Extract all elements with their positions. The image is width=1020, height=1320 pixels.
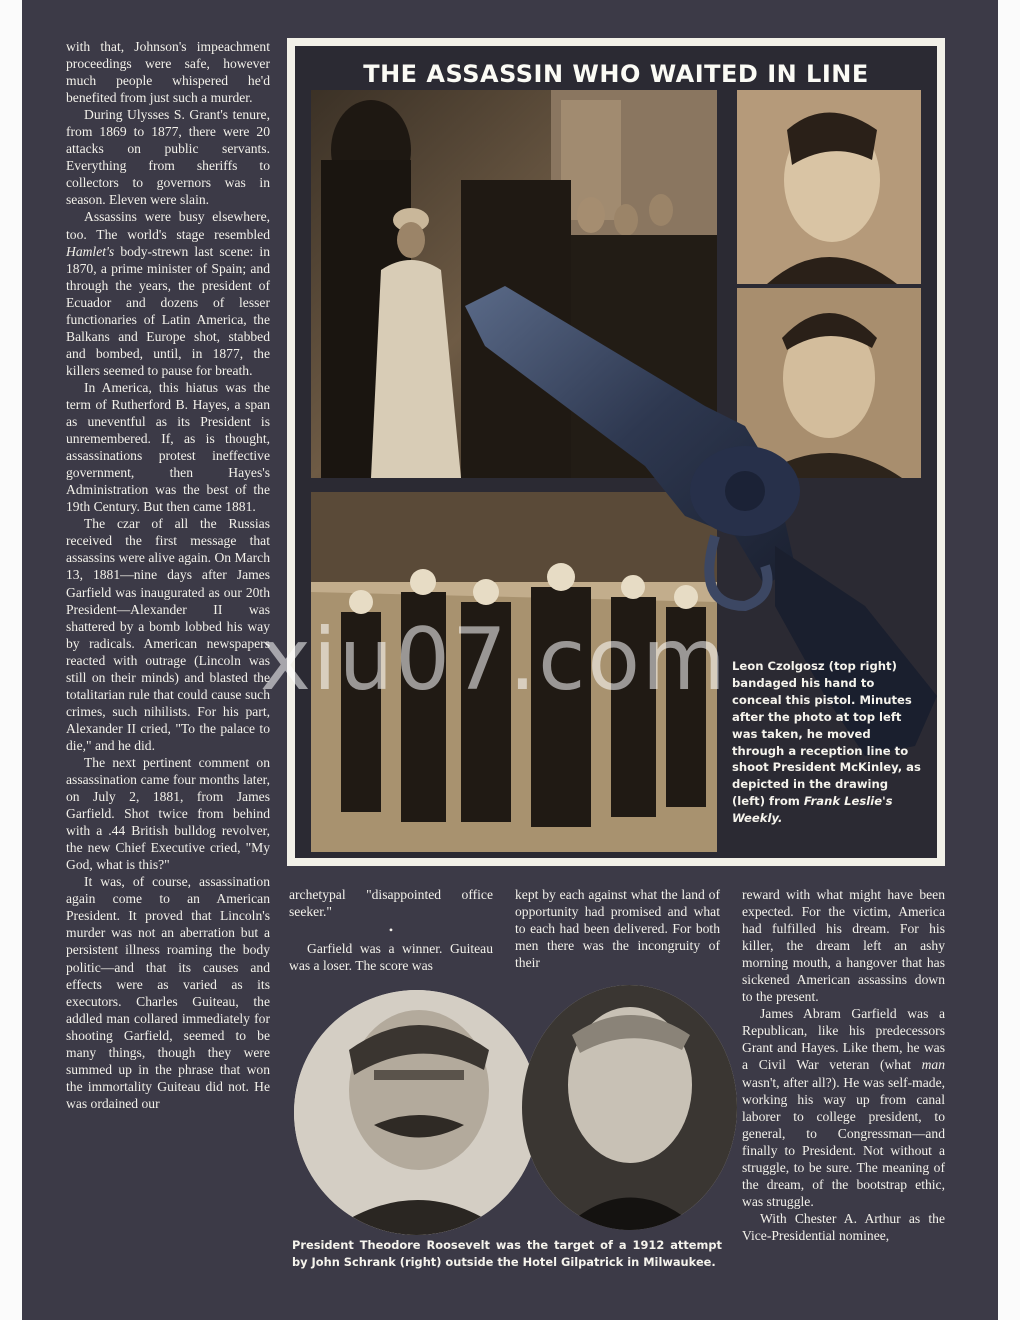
photo-roosevelt (294, 990, 539, 1235)
photo-czolgosz-profile (737, 90, 921, 284)
magazine-page (22, 0, 998, 1320)
paragraph: reward with what might have been expected. For the victim, America had fulfilled his dream. For his killer, the dream left an ashy morning mouth, a hangover that has sickened American assassins down to the present. (742, 887, 945, 1005)
watermark: xiu07.com (260, 610, 728, 710)
paragraph: Garfield was a winner. Guiteau was a loser. The score was (289, 941, 493, 974)
photo-feature-inner (295, 46, 937, 858)
paragraph: The czar of all the Russias received the first message that assassins were alive again. On March 13, 1881—nine days after James Garfield was inaugurated as our 20th President—Alexander II was shattered by a bomb lobbed his way by radicals. American newspapers reacted with outrage (Lincoln was still on their minds) and blasted the totalitarian rule that could cause such crimes, such nihilists. For his part, Alexander II cried, "To the palace to die," and he did. (66, 516, 270, 753)
paragraph: James Abram Garfield was a Republican, like his predecessors Grant and Hayes. Like them, he was a Civil War veteran (what man wasn't, after all?). He was self-made, working his way up from canal laborer to college president, to general, to Congressman—and finally to President. Not without a struggle, to be sure. The meaning of the dream, of the bootstrap ethic, was struggle. (742, 1006, 945, 1209)
bullet-separator: • (388, 923, 394, 938)
paragraph: archetypal "disappointed office seeker." (289, 887, 493, 920)
paragraph: During Ulysses S. Grant's tenure, from 1869 to 1877, there were 20 attacks on public servants. Everything from sheriffs to collectors to governors was in season. Eleven were slain. (66, 107, 270, 208)
column-3 (515, 886, 720, 971)
paragraph: With Chester A. Arthur as the Vice-Presidential nominee, (742, 1210, 945, 1243)
paragraph: with that, Johnson's impeachment proceedings were safe, however much people whispered he'd benefited from just such a murder. (66, 39, 270, 106)
photo-feature-box (287, 38, 945, 866)
paragraph: In America, this hiatus was the term of Rutherford B. Hayes, a span as uneventful as its President is unremembered. If, as is thought, assassinations protest ineffective government, then Hayes's Administration was the best of the 19th Century. But then came 1881. (66, 379, 270, 515)
paragraph: It was, of course, assassination again come to an American President. It proved that Lincoln's murder was not an aberration but a persistent illness roaming the body politic—and that its causes and effects were as varied as its executors. Charles Guiteau, the addled man collared immediately for shooting Garfield, seemed to be many things, though they were summed up in the phrase that won the immortality Guiteau did not. He was ordained our (66, 874, 270, 1111)
column-4 (742, 886, 945, 1244)
paragraph: The next pertinent comment on assassination came four months later, on July 2, 1881, from James Garfield. Shot twice from behind with a .44 British bulldog revolver, the new Chief Executive cried, "My God, what is this?" (66, 754, 270, 873)
paragraph: Assassins were busy elsewhere, too. The world's stage resembled Hamlet's body-strewn last scene: in 1870, a prime minister of Spain; and through the years, the president of Ecuador and dozens of lesser functionaries of Latin America, the Balkans and Europe shot, stabbed and bombed, until, in 1877, the killers seemed to pause for breath. (66, 209, 270, 378)
paragraph: kept by each against what the land of opportunity had promised and what to each had been delivered. For both men there was the incongruity of their (515, 887, 720, 971)
caption-revolver: Leon Czolgosz (top right) bandaged his hand to conceal this pistol. Minutes after the photo at top left was taken, he moved through a reception line to shoot President McKinley, as depicted in the drawing (left) from Frank Leslie's Weekly. (732, 659, 921, 826)
column-2 (289, 886, 493, 974)
photo-schrank (522, 985, 737, 1230)
headline: THE ASSASSIN WHO WAITED IN LINE (363, 60, 869, 88)
caption-roosevelt: President Theodore Roosevelt was the target of a 1912 attempt by John Schrank (right) outside the Hotel Gilpatrick in Milwaukee. (292, 1238, 722, 1269)
column-1 (66, 38, 270, 1112)
